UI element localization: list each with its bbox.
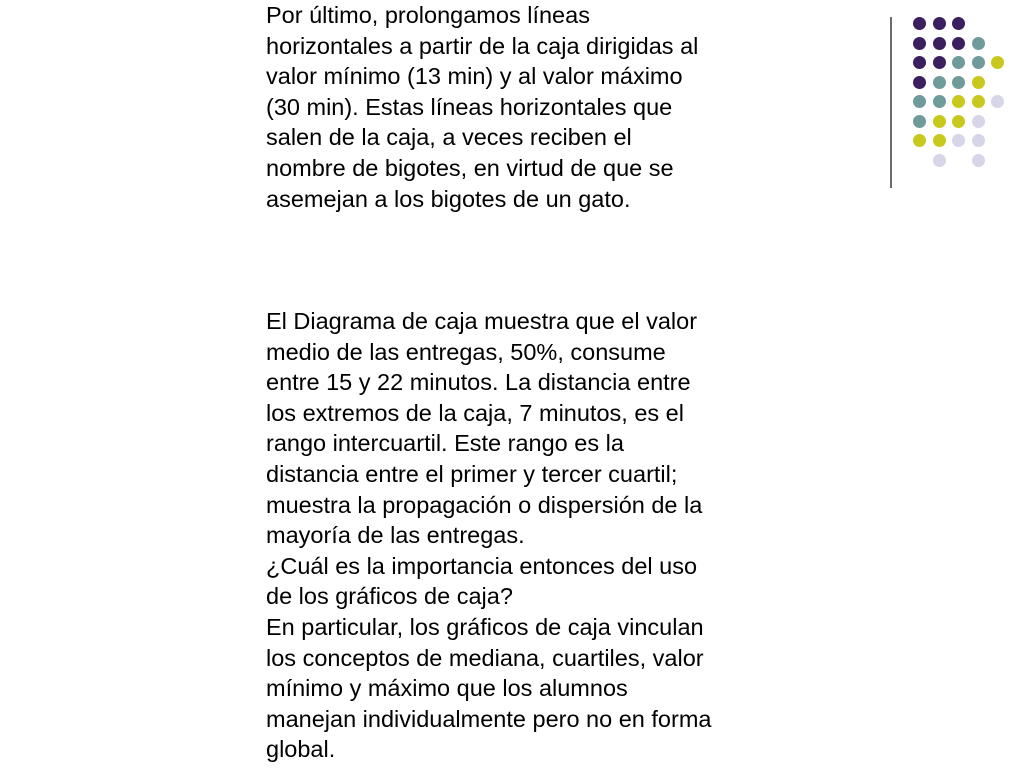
decorative-dot bbox=[913, 95, 926, 108]
decorative-dot bbox=[933, 95, 946, 108]
paragraph-line: los extremos de la caja, 7 minutos, es el bbox=[266, 399, 684, 426]
decorative-dot bbox=[933, 37, 946, 50]
decorative-dot bbox=[972, 95, 985, 108]
decorative-dot bbox=[972, 56, 985, 69]
decorative-dot bbox=[913, 56, 926, 69]
decorative-dot bbox=[913, 17, 926, 30]
paragraph-line: rango intercuartil. Este rango es la bbox=[266, 430, 624, 457]
decorative-dot bbox=[952, 115, 965, 128]
decorative-dot bbox=[952, 56, 965, 69]
decorative-dot bbox=[913, 134, 926, 147]
paragraph-line: El Diagrama de caja muestra que el valor bbox=[266, 308, 698, 334]
paragraph-line: mayoría de las entregas. bbox=[266, 522, 525, 549]
decorative-dot bbox=[952, 37, 965, 50]
decorative-dot bbox=[952, 95, 965, 108]
paragraph-line: distancia entre el primer y tercer cuartil; bbox=[266, 460, 678, 487]
paragraph-line: En particular, los gráficos de caja vinculan bbox=[266, 613, 704, 640]
decorative-dot bbox=[952, 76, 965, 89]
decorative-dot bbox=[972, 76, 985, 89]
decorative-dot bbox=[933, 17, 946, 30]
paragraph-line: asemejan a los bigotes de un gato. bbox=[266, 185, 631, 212]
paragraph-line: global. bbox=[266, 736, 336, 763]
decorative-dot bbox=[913, 37, 926, 50]
paragraph-line: mínimo y máximo que los alumnos bbox=[266, 675, 628, 702]
decorative-dot bbox=[933, 134, 946, 147]
paragraph-line: medio de las entregas, 50%, consume bbox=[266, 338, 666, 365]
paragraph-line: entre 15 y 22 minutos. La distancia entre bbox=[266, 369, 691, 396]
paragraph-line: manejan individualmente pero no en forma bbox=[266, 705, 712, 732]
decorative-dot bbox=[952, 17, 965, 30]
paragraph-line: ¿Cuál es la importancia entonces del uso bbox=[266, 552, 698, 579]
paragraph-line: valor mínimo (13 min) y al valor máximo bbox=[266, 63, 683, 90]
decorative-dot bbox=[933, 56, 946, 69]
decorative-dot bbox=[933, 154, 946, 167]
top-paragraph bbox=[266, 0, 766, 214]
paragraph-line: muestra la propagación o dispersión de la bbox=[266, 491, 703, 518]
paragraph-line: nombre de bigotes, en virtud de que se bbox=[266, 154, 674, 181]
decorative-dot bbox=[972, 37, 985, 50]
decorative-dot bbox=[972, 134, 985, 147]
paragraph-line: (30 min). Estas líneas horizontales que bbox=[266, 93, 673, 120]
decorative-dot bbox=[933, 76, 946, 89]
vertical-divider bbox=[890, 17, 892, 188]
decorative-dot bbox=[913, 76, 926, 89]
paragraph-line: de los gráficos de caja? bbox=[266, 583, 513, 610]
paragraph-line: los conceptos de mediana, cuartiles, valor bbox=[266, 644, 704, 671]
decorative-dot bbox=[933, 115, 946, 128]
decorative-dot bbox=[972, 154, 985, 167]
paragraph-line: salen de la caja, a veces reciben el bbox=[266, 124, 632, 151]
decorative-dot bbox=[972, 115, 985, 128]
paragraph-line: Por último, prolongamos líneas bbox=[266, 2, 590, 28]
decorative-dot bbox=[991, 56, 1004, 69]
decorative-dot bbox=[991, 95, 1004, 108]
decorative-dot bbox=[952, 134, 965, 147]
paragraph-line: horizontales a partir de la caja dirigidas al bbox=[266, 32, 699, 59]
bottom-paragraph bbox=[266, 306, 766, 765]
decorative-dot bbox=[913, 115, 926, 128]
